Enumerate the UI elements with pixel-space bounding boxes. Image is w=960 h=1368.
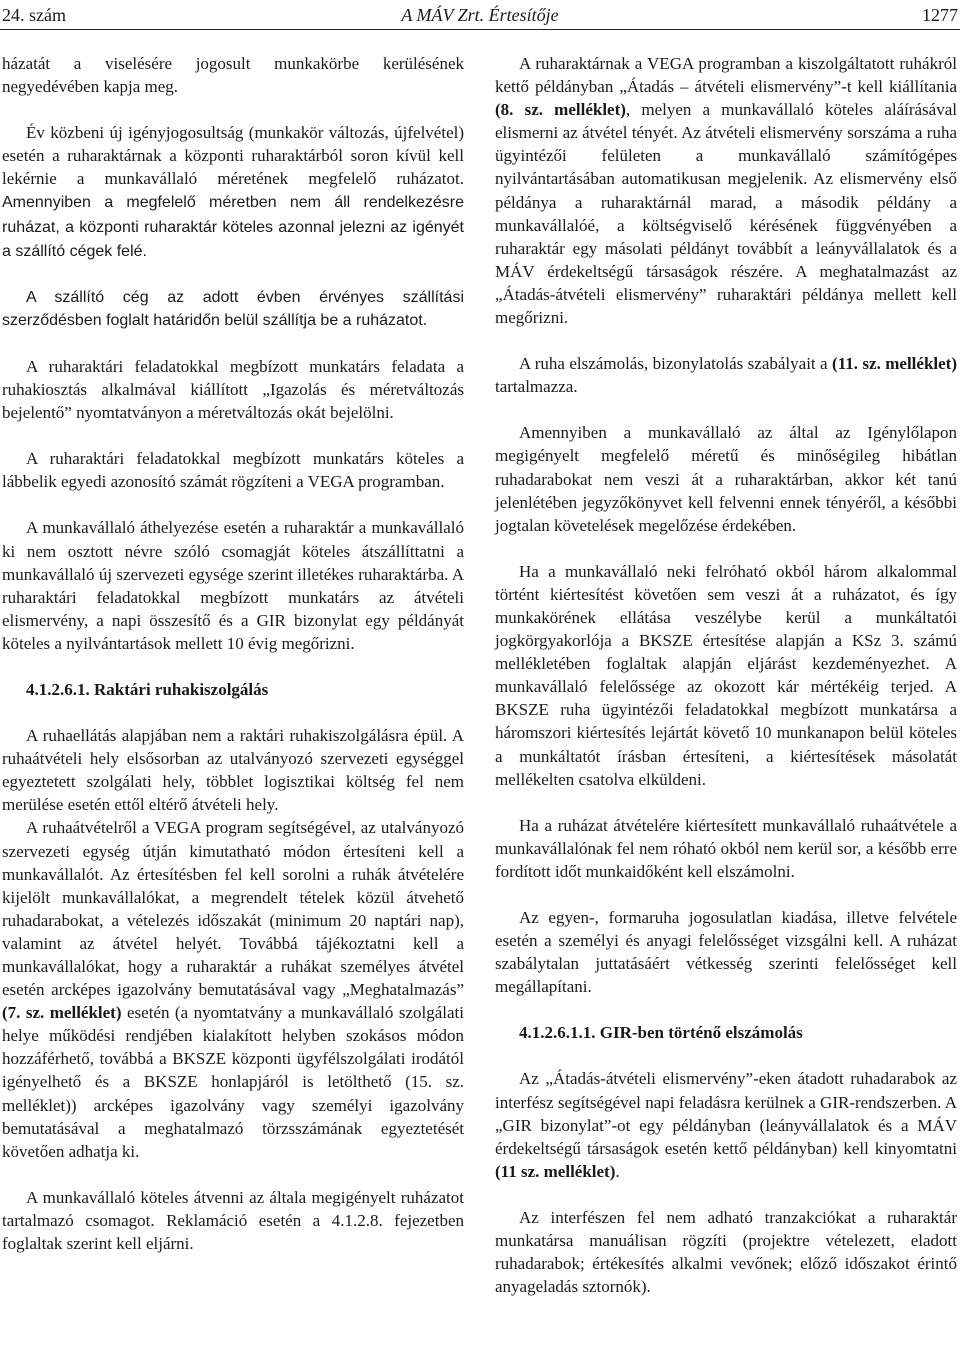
paragraph: A munkavállaló köteles átvenni az általa megigényelt ruházatot tartalmazó csomagot. Reklamáció esetén a 4.1.2.8. fejezetben foglaltak szerint kell eljárni. bbox=[2, 1187, 464, 1254]
paragraph: A ruhaátvételről a VEGA program segítségével, az utalványozó szervezeti egység útján kimutatható módon értesíteni kell a munkavállalót. Az értesítésben fel kell sorolni a ruhák átvételére kijelölt munkavállalókat, a megrendelt tételek közül átvehető ruhadarabokat, a vételezés időszakát (minimum 20 naptári nap), valamint az átvétel helyét. Továbbá tájékoztatni kell a munkavállalókat, hogy a ruharaktár a ruhákat személyes átvétel esetén arcképes igazolvány bemutatásával vagy „Meghatalmazás” (7. sz. melléklet) esetén (a nyomtatvány a munkavállaló szolgálati helye működési rendjében kialakított helyben szokásos módon hozzáférhető, továbbá a BKSZE központi ügyfélszolgálati irodától igényelhető és a BKSZE honlapjáról is letölthető (15. sz. melléklet)) arcképes igazolvány vagy személyi igazolvány bemutatásával a meghatalmazó törzsszámának egyeztetését követően adhatja ki. bbox=[2, 818, 464, 1161]
paragraph: A ruhaellátás alapjában nem a raktári ruhakiszolgálásra épül. A ruhaátvételi hely elsősorban az utalványozó szervezeti egységgel egyeztetett szolgálati hely, többlet logisztikai költség fel nem merülése esetén ettől eltérő átvételi hely. bbox=[2, 726, 464, 815]
paragraph: Év közbeni új igényjogosultság (munkakör változás, újfelvétel) esetén a ruharaktárnak a központi ruharaktárból soron kívül kell lekérnie a munkavállaló méretének megfelelő ruházatot. Amennyiben a megfelelő méretben nem áll rendelkezésre ruházat, a központi ruharaktár köteles azonnal jelezni az igényét a szállító cégek felé. bbox=[2, 123, 464, 260]
paragraph: házatát a viselésére jogosult munkakörbe kerülésének negyedévében kapja meg. bbox=[2, 54, 464, 97]
paragraph: A ruha elszámolás, bizonylatolás szabályait a (11. sz. melléklet) tartalmazza. bbox=[495, 354, 957, 397]
issue-number: 24. szám bbox=[2, 5, 66, 25]
paragraph: Az „Átadás-átvételi elismervény”-eken átadott ruhadarabok az interfész segítségével napi feladásra kerülnek a GIR-rendszerben. A „GIR bizonylat”-ot egy példányban (leányvállalatok és a MÁV érdekeltségű társaságok esetén kettő példányban) kell kinyomtatni (11 sz. melléklet). bbox=[495, 1069, 957, 1181]
section-heading: 4.1.2.6.1. Raktári ruhakiszolgálás bbox=[26, 679, 269, 699]
paragraph: Amennyiben a munkavállaló az által az Igénylőlapon megigényelt megfelelő méretű és minőségileg hibátlan ruhadarabokat nem veszi át a ruharaktárban, akkor két tanú jelenlétében jegyzőkönyvet kell felvenni ennek tényéről, a későbbi jogtalan követelések megelőzése érdekében. bbox=[495, 423, 957, 535]
page-header bbox=[0, 0, 960, 30]
journal-title: A MÁV Zrt. Értesítője bbox=[401, 5, 559, 25]
paragraph: A ruharaktári feladatokkal megbízott munkatárs feladata a ruhakiosztás alkalmával kiállított „Igazolás és méretváltozás bejelentő” nyomtatványon a méretváltozás okát bejelölni. bbox=[2, 356, 464, 423]
paragraph: A ruharaktárnak a VEGA programban a kiszolgáltatott ruhákról kettő példányban „Átadás – átvételi elismervény”-t kell kiállítania (8. sz. melléklet), melyen a munkavállaló köteles aláírásával elismerni az átvétel tényét. Az átvételi elismervény sorszáma a ruha ügyintézői felületen a munkavállaló számítógépes nyilvántartásában automatikusan megjelenik. Az elismervény első példánya a ruharaktárnál marad, a második példány a munkavállalóé, a költségviselő kérésének függvényében a ruharaktár egy másolati példányt továbbít a leányvállalatok és a MÁV érdekeltségű társaságok részére. A meghatalmazást az „Átadás-átvételi elismervény” ruharaktári példánya mellett kell megőrizni. bbox=[495, 54, 957, 328]
right-column bbox=[495, 52, 957, 1321]
paragraph: Ha a ruházat átvételére kiértesített munkavállaló ruhaátvétele a munkavállalónak fel nem róható okból nem kerül sor, a később erre fordított időt munkaidőként kell elszámolni. bbox=[495, 815, 957, 881]
paragraph: Az interfészen fel nem adható tranzakciókat a ruharaktár munkatársa manuálisan rögzíti (projektre vételezett, eladott ruhadarabok; értékesítés alkalmi vevőnek; előző időszakot érintő anyageladás sztornók). bbox=[495, 1207, 957, 1297]
paragraph: Ha a munkavállaló neki felróható okból három alkalommal történt kiértesítést követően sem veszi át a ruházatot, és így munkakörének ellátása veszélybe kerül a munkáltatói jogkörgyakorlója a BKSZE értesítése alapján a KSz 3. számú mellékletében foglaltak alapján eljárást kezdeményezhet. A munkavállaló felelőssége az okozott kár mértékéig terjed. A BKSZE ruha ügyintézői feladatokkal megbízott munkatársa a háromszori kiértesítés lejártát követő 10 munkanapon belül köteles a munkáltatót írásban értesíteni, a kiértesítések másolatát mellékelten csatolva elküldeni. bbox=[495, 561, 957, 789]
left-column bbox=[2, 52, 464, 1278]
paragraph: Az egyen-, formaruha jogosulatlan kiadása, illetve felvétele esetén a személyi és anyagi felelősséget vizsgálni kell. A ruházat szabálytalan juttatásáért vétkesség szerinti felelősséget kell megállapítani. bbox=[495, 908, 957, 997]
paragraph: A ruharaktári feladatokkal megbízott munkatárs köteles a lábbelik egyedi azonosító számát rögzíteni a VEGA programban. bbox=[2, 449, 464, 492]
section-heading: 4.1.2.6.1.1. GIR-ben történő elszámolás bbox=[519, 1023, 803, 1043]
page-number: 1277 bbox=[922, 5, 958, 25]
paragraph: A szállító cég az adott évben érvényes szállítási szerződésben foglalt határidőn belül szállítja be a ruházatot. bbox=[2, 288, 464, 329]
paragraph: A munkavállaló áthelyezése esetén a ruharaktár a munkavállaló ki nem osztott névre szóló csomagját köteles átszállíttatni a munkavállaló új szervezeti egysége szerint illetékes ruharaktárba. A ruharaktári feladatokkal megbízott munkatárs az átvételi elismervény, a napi összesítő és a GIR bizonylat egy példányát köteles a nyilvántartások mellett 10 évig megőrizni. bbox=[2, 518, 464, 653]
